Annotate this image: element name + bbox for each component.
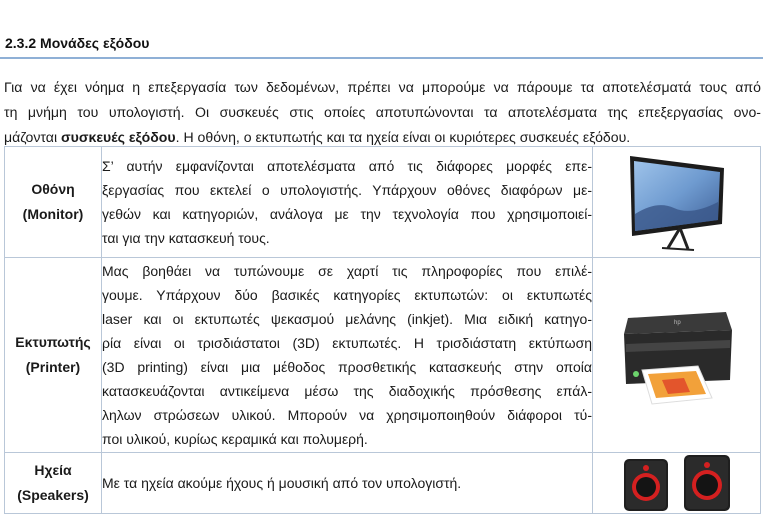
- svg-text:hp: hp: [673, 320, 681, 326]
- description-line: γουμε. Υπάρχουν δύο βασικές κατηγορίες εκτυπωτών: οι εκτυπωτές: [102, 287, 592, 303]
- device-name: Οθόνη: [31, 181, 75, 197]
- device-description: [102, 258, 593, 453]
- device-name-en: (Printer): [25, 359, 81, 375]
- device-description: [102, 147, 593, 258]
- device-image-cell: [593, 453, 761, 514]
- device-image-cell: [593, 258, 761, 453]
- device-description: [102, 453, 593, 514]
- description-line: κατασκευάζονται αντικείμενα μέσω της διαδοχικής πρόσθεσης επάλ-: [102, 383, 592, 399]
- device-name: Ηχεία: [34, 462, 72, 478]
- title-divider: [0, 57, 763, 59]
- description-line: ται για την κατασκευή τους.: [102, 230, 270, 246]
- section-title: 2.3.2 Μονάδες εξόδου: [5, 35, 150, 51]
- description-line: ξεργασίας που εκτελεί ο υπολογιστής. Υπάρχουν οθόνες διαφόρων με-: [102, 182, 592, 198]
- intro-paragraph: [4, 75, 761, 150]
- description-line: γεθών και κατηγοριών, ανάλογα με την τεχνολογία που χρησιμοποιεί-: [102, 206, 592, 222]
- device-name-en: (Monitor): [22, 206, 84, 222]
- monitor-icon: [622, 152, 732, 252]
- intro-text: μάζονται: [4, 129, 61, 145]
- device-name-cell: [5, 147, 102, 258]
- device-name-cell: [5, 453, 102, 514]
- intro-bold-term: συσκευές εξόδου: [61, 129, 176, 145]
- device-name: Εκτυπωτής: [15, 334, 91, 350]
- device-name-cell: [5, 258, 102, 453]
- intro-line: Για να έχει νόημα η επεξεργασία των δεδομένων, πρέπει να μπορούμε να πάρουμε τα αποτελέσματά τους από: [4, 79, 761, 95]
- description-line: Σ’ αυτήν εμφανίζονται αποτελέσματα από τις διάφορες μορφές επε-: [102, 158, 592, 174]
- intro-line: τη μνήμη του υπολογιστή. Οι συσκευές στις οποίες αποτυπώνονται τα αποτελέσματα της επεξεργασίας ονο-: [4, 104, 761, 120]
- table-row: [5, 147, 761, 258]
- description-line: Με τα ηχεία ακούμε ήχους ή μουσική από τον υπολογιστή.: [102, 475, 462, 491]
- description-line: Μας βοηθάει να τυπώνουμε σε χαρτί τις πληροφορίες που επιλέ-: [102, 263, 592, 279]
- device-name-en: (Speakers): [17, 487, 89, 503]
- output-devices-table: [4, 146, 761, 514]
- description-line: (3D printing) είναι μια μέθοδος προσθετικής κατασκευής στην οποία: [102, 359, 592, 375]
- description-line: ποι υλικού, κυρίως κεραμικά και πολυμερή.: [102, 431, 368, 447]
- table-row: [5, 453, 761, 514]
- description-line: laser και οι εκτυπωτές ψεκασμού μελάνης (inkjet). Μια ειδική κατηγο-: [102, 311, 592, 327]
- printer-icon: [614, 300, 740, 410]
- speakers-icon: [612, 453, 742, 513]
- device-image-cell: [593, 147, 761, 258]
- table-row: [5, 258, 761, 453]
- intro-text: . Η οθόνη, ο εκτυπωτής και τα ηχεία είναι οι κυριότερες συσκευές εξόδου.: [175, 129, 631, 145]
- description-line: ρία είναι οι τρισδιάστατοι (3D) εκτυπωτές. Η τρισδιάστατη εκτύπωση: [102, 335, 592, 351]
- description-line: ληλων στρώσεων υλικού. Μπορούν να χρησιμοποιηθούν διάφοροι τύ-: [102, 407, 592, 423]
